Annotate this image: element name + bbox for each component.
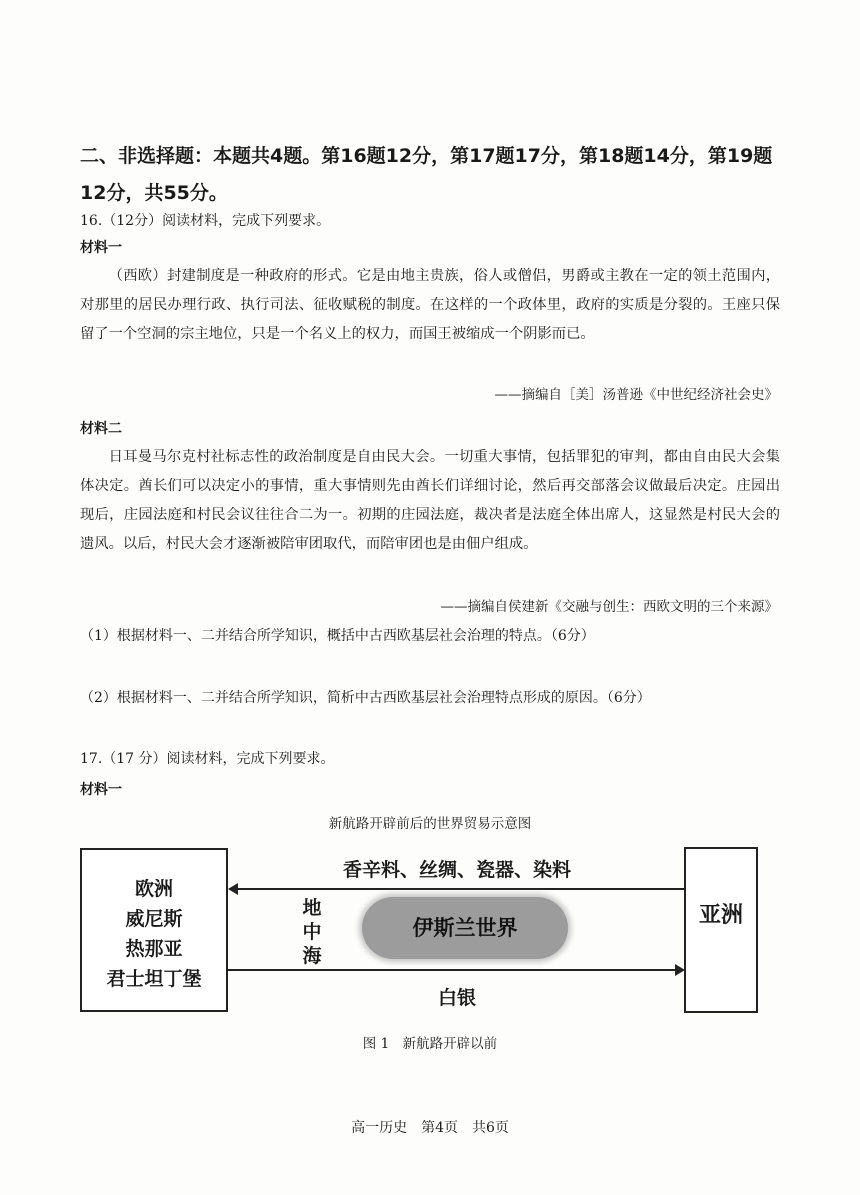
q16-material2-label: 材料二 <box>80 421 122 437</box>
arrow-to-europe-head <box>228 883 238 895</box>
question-17-stem: 17.（17 分）阅读材料，完成下列要求。 <box>80 751 335 767</box>
silver-label: 白银 <box>437 987 476 1009</box>
asia-label: 亚洲 <box>698 903 743 928</box>
islamic-world-label: 伊斯兰世界 <box>412 916 518 940</box>
question-16-stem: 16.（12分）阅读材料，完成下列要求。 <box>80 213 331 229</box>
q16-material1-text: （西欧）封建制度是一种政府的形式。它是由地主贵族，俗人或僧侣，男爵或主教在一定的领土范围内，对那里的居民办理行政、执行司法、征收赋税的制度。在这样的一个政体里，政府的实质是分裂的。王座只保留了一个空洞的宗主地位，只是一个名义上的权力，而国王被缩成一个阴影而已。 <box>80 268 780 342</box>
venice-label: 威尼斯 <box>125 908 183 930</box>
figure-caption: 图 1 新航路开辟以前 <box>362 1036 498 1052</box>
europe-box <box>80 848 228 1012</box>
q16-material1-source: ——摘编自［美］汤普逊《中世纪经济社会史》 <box>494 387 778 403</box>
arrow-to-europe-line <box>236 888 684 890</box>
q16-material1-label: 材料一 <box>80 240 122 256</box>
islamic-world-oval <box>362 897 568 959</box>
diagram-title: 新航路开辟前后的世界贸易示意图 <box>328 816 532 832</box>
q16-material2-text: 日耳曼马尔克村社标志性的政治制度是自由民大会。一切重大事情，包括罪犯的审判，都由自由民大会集体决定。酋长们可以决定小的事情，重大事情则先由酋长们详细讨论，然后再交部落会议做最后决定。庄园出现后，庄园法庭和村民会议往往合二为一。初期的庄园法庭，裁决者是法庭全体出席人，这显然是村民大会的遗风。以后，村民大会才逐渐被陪审团取代，而陪审团也是由佃户组成。 <box>80 449 780 552</box>
mediterranean-label: 地 中 海 <box>302 897 322 967</box>
goods-label: 香辛料、丝绸、瓷器、染料 <box>342 859 571 881</box>
q16-sub2: （2）根据材料一、二并结合所学知识，简析中古西欧基层社会治理特点形成的原因。（6分） <box>80 690 651 706</box>
section-heading: 二、非选择题：本题共4题。第16题12分，第17题17分，第18题14分，第19题12分，共55分。 <box>80 145 773 204</box>
asia-box <box>684 847 758 1013</box>
q16-material2-source: ——摘编自侯建新《交融与创生：西欧文明的三个来源》 <box>440 599 778 615</box>
genoa-label: 热那亚 <box>125 938 183 960</box>
constantinople-label: 君士坦丁堡 <box>106 968 202 990</box>
q16-sub1: （1）根据材料一、二并结合所学知识，概括中古西欧基层社会治理的特点。（6分） <box>80 628 595 644</box>
arrow-to-asia-line <box>226 969 676 971</box>
page-footer: 高一历史 第4页 共6页 <box>351 1120 509 1136</box>
arrow-to-asia-head <box>675 964 685 976</box>
europe-label: 欧洲 <box>134 878 173 900</box>
q17-material1-label: 材料一 <box>80 782 122 798</box>
